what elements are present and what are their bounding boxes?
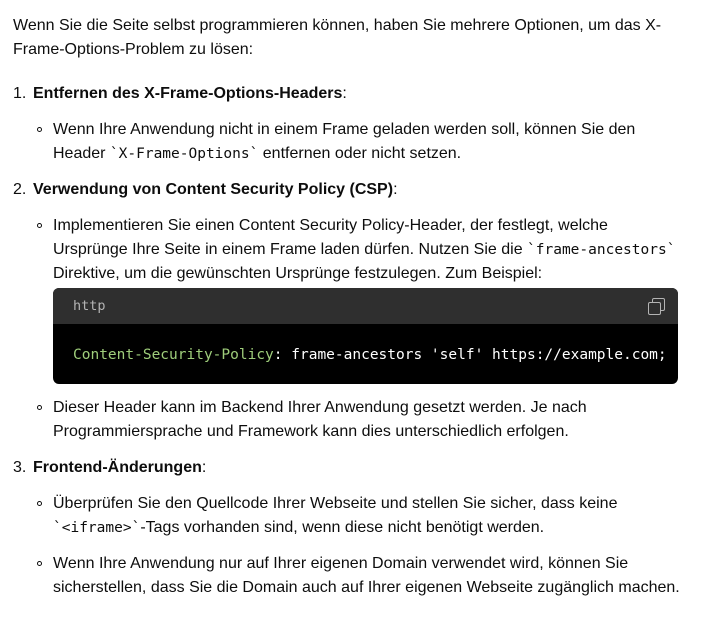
list-item-title: Entfernen des X-Frame-Options-Headers [33,85,343,102]
sub-list-item [33,214,680,384]
code-header-name: Content-Security-Policy [73,347,274,363]
sub-list [33,118,680,166]
sub-list [33,492,680,600]
sub-list [33,214,680,444]
list-item-title: Frontend-Änderungen [33,459,202,476]
text: entfernen oder nicht setzen. [258,145,462,162]
sub-list-item [33,118,680,166]
bullet-icon [37,127,42,132]
heading-colon: : [342,85,347,102]
code-header-value: : frame-ancestors 'self' https://example.com; [273,347,667,363]
code-block-header [53,288,678,324]
list-item-3 [13,456,680,600]
sub-list-item [33,396,680,444]
bullet-icon [37,405,42,410]
inline-code: `frame-ancestors` [527,242,676,258]
list-item-title: Verwendung von Content Security Policy (CSP) [33,181,394,198]
heading-colon: : [201,459,207,476]
options-list [13,82,680,600]
copy-icon[interactable] [646,296,666,316]
list-number: 3. [13,459,27,476]
heading-colon: : [393,181,398,198]
bullet-icon [37,501,42,506]
intro-paragraph: Wenn Sie die Seite selbst programmieren können, haben Sie mehrere Optionen, um das X-Frame-Options-Problem zu lösen: [13,17,662,58]
bullet-icon [37,561,42,566]
sub-list-item [33,552,680,600]
text: Direktive, um die gewünschten Ursprünge festzulegen. Zum Beispiel: [53,265,543,282]
code-block [53,288,678,384]
bullet-icon [37,223,42,228]
code-content[interactable] [53,324,678,384]
text: Überprüfen Sie den Quellcode Ihrer Webseite und stellen Sie sicher, dass keine [53,495,618,512]
list-number: 2. [13,181,27,198]
list-number: 1. [13,85,27,102]
list-item-heading [33,456,680,480]
inline-code: `X-Frame-Options` [109,146,259,162]
inline-code: `<iframe>` [53,520,141,536]
sub-list-item [33,492,680,540]
list-item-2 [13,178,680,444]
text: Implementieren Sie einen Content Security Policy-Header, der festlegt, welche Ursprünge Ihre Seite in einem Frame laden dürfen. Nutzen Sie die [53,217,608,258]
text: Dieser Header kann im Backend Ihrer Anwendung gesetzt werden. Je nach Programmiersprache und Framework kann dies unterschiedlich erfolgen. [53,399,587,440]
text: Wenn Ihre Anwendung nur auf Ihrer eigenen Domain verwendet wird, können Sie sicherstellen, dass Sie die Domain auch auf Ihrer eigenen Webseite zugänglich machen. [53,555,680,596]
list-item-heading [33,178,680,202]
list-item-heading [33,82,680,106]
text: Wenn Ihre Anwendung nicht in einem Frame geladen werden soll, können Sie den Header [53,121,636,162]
text: -Tags vorhanden sind, wenn diese nicht benötigt werden. [140,519,545,536]
code-language-label: http [73,298,106,314]
list-item-1 [13,82,680,166]
